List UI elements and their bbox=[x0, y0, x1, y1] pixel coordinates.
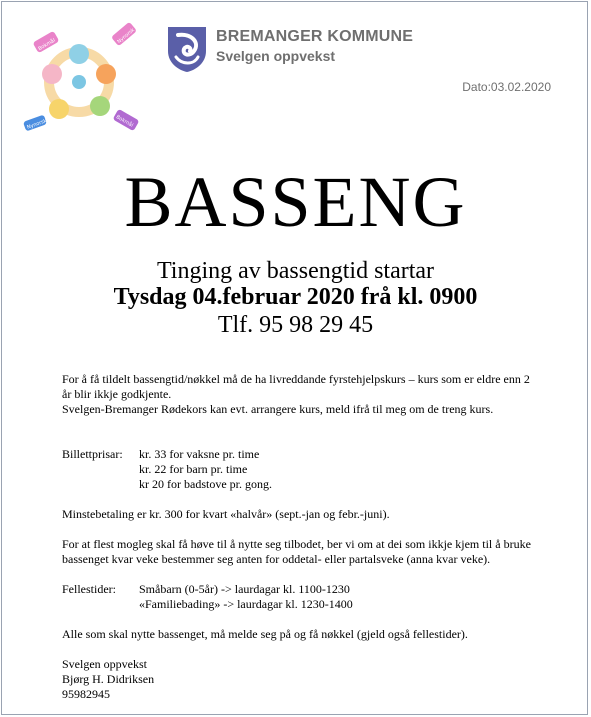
price-item: kr. 33 for vaksne pr. time bbox=[139, 447, 260, 461]
registration-note: Alle som skal nytte bassenget, må melde seg på og få nøkkel (gjeld også fellestider). bbox=[62, 627, 468, 641]
intro-paragraph: For å få tildelt bassengtid/nøkkel må de ha livreddande fyrstehjelpskurs – kurs som er eldre enn 2 år blir ikkje godkjente. bbox=[62, 372, 530, 401]
page-title: BASSENG bbox=[124, 162, 467, 242]
prices-label: Billettprisar: bbox=[62, 447, 123, 461]
subtitle-line-1: Tinging av bassengtid startar bbox=[156, 258, 435, 284]
body-text bbox=[62, 372, 542, 702]
price-row bbox=[62, 477, 542, 492]
minimum-payment: Minstebetaling er kr. 300 for kvart «halvår» (sept.-jan og febr.-juni). bbox=[62, 507, 390, 521]
common-time-item: Småbarn (0-5år) -> laurdagar kl. 1100-1230 bbox=[139, 582, 350, 596]
logo-text: Bokmål bbox=[37, 37, 57, 53]
logo-text: Nynorsk bbox=[116, 27, 136, 46]
common-time-row bbox=[62, 597, 542, 612]
price-item: kr 20 for badstove pr. gong. bbox=[139, 477, 272, 491]
org-name: BREMANGER KOMMUNE bbox=[216, 28, 414, 45]
common-times-label: Fellestider: bbox=[62, 582, 116, 596]
price-row bbox=[62, 462, 542, 477]
signature-phone: 95982945 bbox=[62, 687, 110, 701]
week-paragraph: For at flest mogleg skal få høve til å nytte seg tilbodet, ber vi om at dei som ikkje kjem til å bruke bassenget kvar veke bestemmer seg anten for oddetal- eller partalsveke (anna kvar veke). bbox=[62, 537, 531, 566]
logo-text: Nynorsk bbox=[26, 118, 48, 131]
municipality-crest-icon bbox=[166, 25, 208, 73]
document-date: Dato:03.02.2020 bbox=[462, 80, 551, 94]
price-item: kr. 22 for barn pr. time bbox=[139, 462, 248, 476]
price-row bbox=[62, 447, 542, 462]
common-time-row bbox=[62, 582, 542, 597]
subtitle-line-2: Tysdag 04.februar 2020 frå kl. 0900 bbox=[113, 284, 478, 310]
org-subtitle: Svelgen oppvekst bbox=[216, 48, 336, 64]
subtitle-line-3: Tlf. 95 98 29 45 bbox=[217, 312, 374, 338]
redcross-paragraph: Svelgen-Bremanger Rødekors kan evt. arrangere kurs, meld ifrå til meg om de treng kurs. bbox=[62, 402, 494, 416]
signature-name: Bjørg H. Didriksen bbox=[62, 672, 155, 686]
children-circle-logo bbox=[14, 14, 144, 132]
logo-text: Bokmål bbox=[114, 114, 135, 129]
common-time-item: «Familiebading» -> laurdagar kl. 1230-1400 bbox=[139, 597, 353, 611]
signature-org: Svelgen oppvekst bbox=[62, 657, 147, 671]
